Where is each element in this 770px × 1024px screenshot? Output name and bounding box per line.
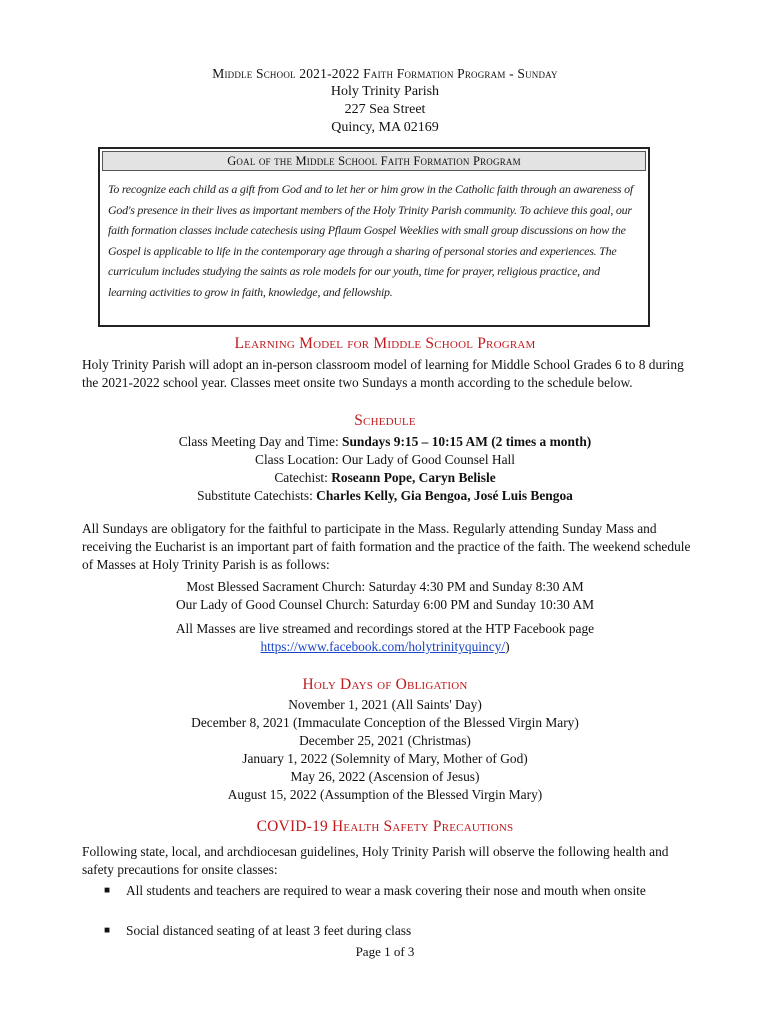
learning-model-text: Holy Trinity Parish will adopt an in-person classroom model of learning for Middle School Grades 6 to 8 during the 2021-2022 school year. Classes meet onsite two Sundays a month according to the schedule below. bbox=[82, 357, 684, 390]
holy-days-title: Holy Days of Obligation bbox=[302, 676, 468, 693]
mass-church-1: Most Blessed Sacrament Church: Saturday 4:30 PM and Sunday 8:30 AM bbox=[186, 579, 584, 594]
mass-link-suffix: ) bbox=[505, 639, 510, 654]
schedule-substitute-value: Charles Kelly, Gia Bengoa, José Luis Bengoa bbox=[316, 488, 573, 503]
bullet-square-icon: ■ bbox=[104, 925, 111, 936]
holy-day-item: May 26, 2022 (Ascension of Jesus) bbox=[290, 769, 480, 784]
holy-day-item: August 15, 2022 (Assumption of the Blessed Virgin Mary) bbox=[227, 787, 543, 802]
parish-city: Quincy, MA 02169 bbox=[331, 120, 439, 135]
holy-day-item: November 1, 2021 (All Saints' Day) bbox=[288, 697, 482, 712]
schedule-meeting-label: Class Meeting Day and Time: bbox=[178, 434, 343, 449]
mass-link-line bbox=[0, 638, 770, 656]
schedule-meeting bbox=[0, 433, 770, 451]
holy-day-item: December 8, 2021 (Immaculate Conception of the Blessed Virgin Mary) bbox=[191, 715, 579, 730]
bullet-square-icon: ■ bbox=[104, 885, 111, 896]
goal-text: To recognize each child as a gift from God and to let her or him grow in the Catholic faith through an awareness of God's presence in their lives as important members of the Holy Trinity Parish community. To achieve this goal, our faith formation classes include catechesis using Pflaum Gospel Weeklies with small group discussions on how the Gospel is applicable to life in the contemporary age through a sharing of personal stories and experiences. The curriculum includes studying the saints as role models for our youth, time for prayer, religious practice, and learning activities to grow in faith, knowledge, and fellowship. bbox=[108, 182, 633, 299]
goal-heading: Goal of the Middle School Faith Formation Program bbox=[102, 151, 646, 171]
program-title: Middle School 2021-2022 Faith Formation Program - Sunday bbox=[212, 66, 558, 81]
covid-bullet bbox=[82, 882, 692, 900]
schedule-location-label: Class Location: bbox=[255, 452, 343, 467]
mass-stream: All Masses are live streamed and recordings stored at the HTP Facebook page bbox=[175, 621, 595, 636]
mass-church-2: Our Lady of Good Counsel Church: Saturday 6:00 PM and Sunday 10:30 AM bbox=[175, 597, 595, 612]
covid-bullet-text: Social distanced seating of at least 3 feet during class bbox=[126, 923, 412, 938]
schedule-location-value: Our Lady of Good Counsel Hall bbox=[342, 452, 515, 467]
facebook-link[interactable]: https://www.facebook.com/holytrinityquincy/ bbox=[260, 639, 506, 654]
page-number: Page 1 of 3 bbox=[355, 944, 415, 959]
schedule-substitute-label: Substitute Catechists: bbox=[197, 488, 317, 503]
schedule-substitutes bbox=[0, 487, 770, 505]
covid-bullet bbox=[82, 922, 692, 940]
schedule-catechist bbox=[0, 469, 770, 487]
covid-title: COVID-19 Health Safety Precautions bbox=[256, 818, 514, 835]
mass-text: All Sundays are obligatory for the faithful to participate in the Mass. Regularly attending Sunday Mass and receiving the Eucharist is an important part of faith formation and the practice of the faith. The weekend schedule of Masses at Holy Trinity Parish is as follows: bbox=[82, 521, 691, 572]
schedule-catechist-value: Roseann Pope, Caryn Belisle bbox=[331, 470, 496, 485]
schedule-location bbox=[0, 451, 770, 469]
goal-box bbox=[98, 147, 650, 327]
covid-bullet-text: All students and teachers are required to wear a mask covering their nose and mouth when onsite bbox=[126, 883, 646, 898]
schedule-catechist-label: Catechist: bbox=[274, 470, 332, 485]
parish-street: 227 Sea Street bbox=[344, 102, 426, 117]
holy-day-item: January 1, 2022 (Solemnity of Mary, Mother of God) bbox=[242, 751, 528, 766]
schedule-meeting-value: Sundays 9:15 – 10:15 AM (2 times a month) bbox=[342, 434, 592, 449]
covid-text: Following state, local, and archdiocesan guidelines, Holy Trinity Parish will observe the following health and safety precautions for onsite classes: bbox=[82, 844, 669, 877]
holy-day-item: December 25, 2021 (Christmas) bbox=[299, 733, 471, 748]
parish-name: Holy Trinity Parish bbox=[330, 84, 440, 99]
learning-model-title: Learning Model for Middle School Program bbox=[234, 335, 536, 352]
schedule-title: Schedule bbox=[354, 412, 416, 429]
